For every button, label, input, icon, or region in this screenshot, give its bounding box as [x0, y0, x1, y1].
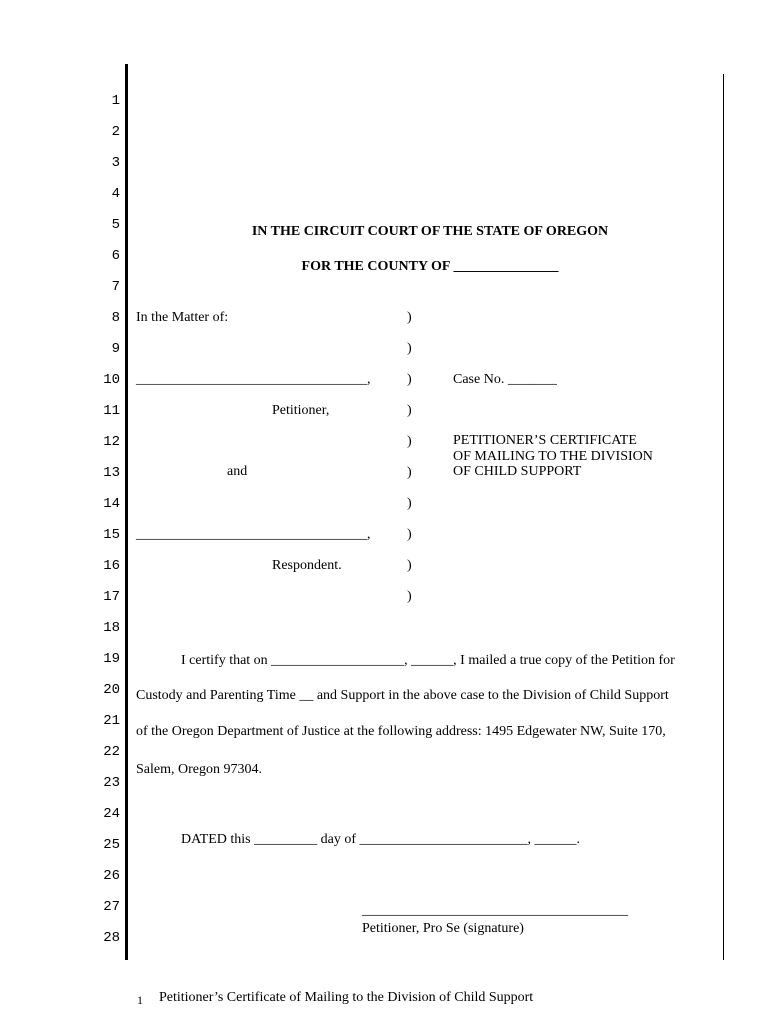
document-title-line-3: OF CHILD SUPPORT: [453, 464, 582, 479]
caption-paren: ): [407, 527, 412, 542]
line-number: 13: [103, 465, 120, 481]
caption-paren: ): [407, 558, 412, 573]
line-number: 2: [111, 124, 120, 140]
caption-paren: ): [407, 403, 412, 418]
caption-paren: ): [407, 589, 412, 604]
caption-paren: ): [407, 341, 412, 356]
line-number: 20: [103, 682, 120, 698]
line-number: 28: [103, 930, 120, 946]
court-heading: IN THE CIRCUIT COURT OF THE STATE OF OREGON: [251, 224, 609, 239]
line-number: 24: [103, 806, 120, 822]
line-number: 10: [103, 372, 120, 388]
footer-page-number: 1: [137, 993, 143, 1007]
caption-paren: ): [407, 496, 412, 511]
line-number: 15: [103, 527, 120, 543]
certification-line-4: Salem, Oregon 97304.: [136, 762, 262, 777]
line-number: 26: [103, 868, 120, 884]
line-number: 6: [111, 248, 120, 264]
line-number: 11: [103, 403, 120, 419]
line-number: 21: [103, 713, 120, 729]
petitioner-name-blank: _________________________________,: [136, 372, 371, 387]
signature-label: Petitioner, Pro Se (signature): [362, 921, 524, 936]
line-number: 1: [111, 93, 120, 109]
case-number: Case No. _______: [453, 372, 557, 387]
certification-line-2: Custody and Parenting Time __ and Support in the above case to the Division of Child Support: [136, 688, 669, 703]
petitioner-label: Petitioner,: [272, 403, 330, 418]
line-number: 8: [111, 310, 120, 326]
line-number: 12: [103, 434, 120, 450]
footer-title: Petitioner’s Certificate of Mailing to the Division of Child Support: [159, 990, 534, 1005]
line-number: 4: [111, 186, 120, 202]
line-number: 25: [103, 837, 120, 853]
caption-paren: ): [407, 372, 412, 387]
document-title-line-1: PETITIONER’S CERTIFICATE: [453, 433, 637, 448]
line-number: 27: [103, 899, 120, 915]
respondent-label: Respondent.: [272, 558, 342, 573]
county-heading: FOR THE COUNTY OF _______________: [301, 259, 559, 274]
line-number: 23: [103, 775, 120, 791]
line-number: 9: [111, 341, 120, 357]
line-number: 14: [103, 496, 120, 512]
line-number: 5: [111, 217, 120, 233]
dated-line: DATED this _________ day of ________________________, ______.: [181, 832, 580, 847]
line-number: 3: [111, 155, 120, 171]
line-number: 7: [111, 279, 120, 295]
signature-line: ______________________________________: [362, 903, 628, 918]
matter-label: In the Matter of:: [136, 310, 229, 325]
line-number: 22: [103, 744, 120, 760]
respondent-name-blank: _________________________________,: [136, 527, 371, 542]
right-margin-rule: [723, 74, 724, 960]
and-label: and: [227, 464, 248, 479]
certification-line-3: of the Oregon Department of Justice at the following address: 1495 Edgewater NW, Suite 170,: [136, 724, 666, 739]
certification-line-1: I certify that on ___________________, ______, I mailed a true copy of the Petition for: [181, 653, 675, 668]
caption-paren: ): [407, 434, 412, 449]
line-number: 18: [103, 620, 120, 636]
left-margin-rule: [125, 64, 128, 960]
caption-paren: ): [407, 310, 412, 325]
line-number: 16: [103, 558, 120, 574]
line-number: 17: [103, 589, 120, 605]
line-number: 19: [103, 651, 120, 667]
document-title-line-2: OF MAILING TO THE DIVISION: [453, 449, 653, 464]
caption-paren: ): [407, 465, 412, 480]
